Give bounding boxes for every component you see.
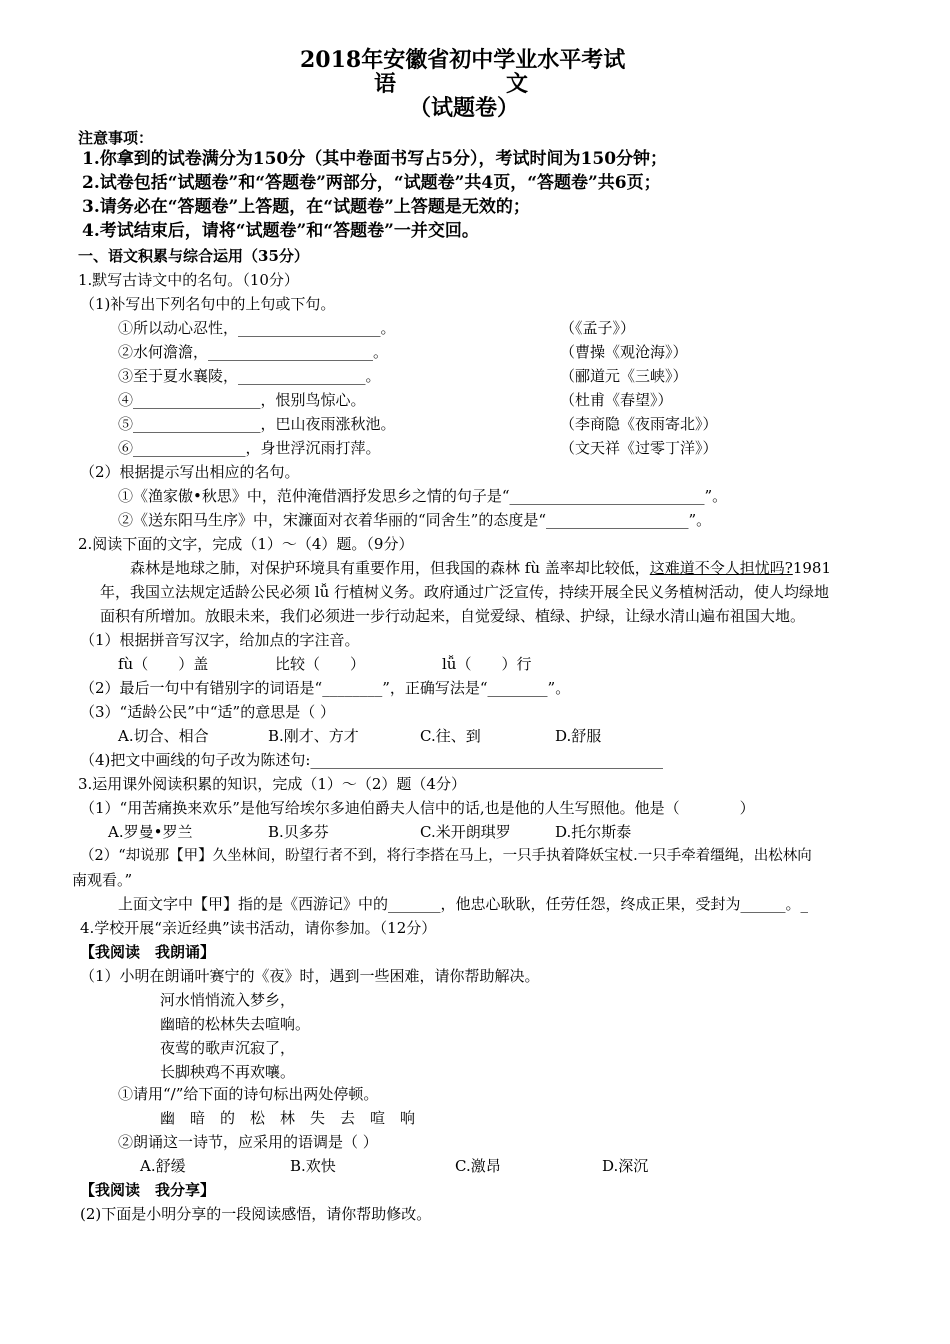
q3-stem: 3.运用课外阅读积累的知识，完成（1）～（2）题（4分） (78, 775, 466, 793)
q3-option-c: C.米开朗琪罗 (420, 823, 511, 841)
q2-passage-line-2: 年，我国立法规定适龄公民必须 lǚ 行植树义务。政府通过广泛宣传，持续开展全民义务植树活动，使人均绿地 (100, 583, 829, 601)
q2-option-b: B.刚才、方才 (268, 727, 359, 745)
q2-option-d: D.舒服 (555, 727, 602, 745)
q1-line-6: ⑥_______________，身世浮沉雨打萍。 (118, 439, 381, 457)
q2-sub1-b: 比较（ ） (275, 655, 366, 673)
q2-sub1: （1）根据拼音写汉字，给加点的字注音。 (80, 631, 360, 649)
q4-heading-read-recite: 【我阅读 我朗诵】 (80, 943, 216, 961)
q2-stem: 2.阅读下面的文字，完成（1）～（4）题。（9分） (78, 535, 414, 553)
q1-line-2: ②水何澹澹，______________________。 (118, 343, 389, 361)
q1-line-5: ⑤_________________，巴山夜雨涨秋池。 (118, 415, 396, 433)
underlined-sentence: 这难道不令人担忧吗? (649, 559, 793, 577)
q2-sub2: （2）最后一句中有错别字的词语是“________”，正确写法是“________”。 (80, 679, 571, 697)
q1-source-4: （杜甫《春望》） (560, 391, 673, 409)
notice-item-1: 1.你拿到的试卷满分为150分（其中卷面书写占5分），考试时间为150分钟； (82, 149, 668, 169)
q1-line-4: ④_________________，恨别鸟惊心。 (118, 391, 366, 409)
q1-sub1: （1)补写出下列名句中的上句或下句。 (80, 295, 336, 313)
subject-char-2: 文 (506, 71, 529, 97)
q4-sub1: （1）小明在朗诵叶赛宁的《夜》时，遇到一些困难，请你帮助解决。 (80, 967, 540, 985)
q4-sub1-part2: ②朗诵这一诗节，应采用的语调是（ ） (118, 1133, 378, 1151)
poem-line-1: 河水悄悄流入梦乡， (160, 991, 296, 1009)
poem-line-3: 夜莺的歌声沉寂了， (160, 1039, 296, 1057)
q3-option-d: D.托尔斯泰 (555, 823, 632, 841)
q1-source-6: （文天祥《过零丁洋》） (560, 439, 718, 457)
q2-sub1-c: lǚ（ ）行 (442, 655, 532, 673)
q3-option-b: B.贝多芬 (268, 823, 329, 841)
q1-source-5: （李商隐《夜雨寄北》） (560, 415, 718, 433)
q4-poem-pause-line: 幽 暗 的 松 林 失 去 喧 响 (160, 1109, 416, 1127)
q3-sub2-line-2: 南观看。” (72, 871, 133, 889)
q4-option-a: A.舒缓 (140, 1157, 186, 1175)
q1-line-3: ③至于夏水襄陵，_________________。 (118, 367, 381, 385)
q4-heading-read-share: 【我阅读 我分享】 (80, 1181, 216, 1199)
q3-sub2-line-3: 上面文字中【甲】指的是《西游记》中的_______，他忠心耿耿，任劳任怨，终成正果，受封为______。_ (118, 895, 809, 913)
q2-passage-line-1: 森林是地球之肺，对保护环境具有重要作用，但我国的森林 fù 盖率却比较低，这难道不令人担忧吗?1981 (130, 559, 831, 577)
q1-source-1: （《孟子》） (560, 319, 636, 337)
subject-char-1: 语 (374, 71, 397, 97)
q4-sub2: (2)下面是小明分享的一段阅读感悟，请你帮助修改。 (80, 1205, 432, 1223)
q3-option-a: A.罗曼•罗兰 (108, 823, 193, 841)
q1-source-2: （曹操《观沧海》） (560, 343, 688, 361)
paper-type: （试题卷） (409, 95, 520, 121)
notice-item-2: 2.试卷包括“试题卷”和“答题卷”两部分，“试题卷”共4页，“答题卷”共6页； (82, 173, 661, 193)
q2-sub1-a: fù（ ）盖 (118, 655, 209, 673)
q4-stem: 4.学校开展“亲近经典”读书活动，请你参加。（12分） (80, 919, 437, 937)
poem-line-2: 幽暗的松林失去喧响。 (160, 1015, 311, 1033)
q2-option-c: C.往、到 (420, 727, 481, 745)
q3-sub1: （1）“用苦痛换来欢乐”是他写给埃尔多迪伯爵夫人信中的话,也是他的人生写照他。他是（ ） (80, 799, 755, 817)
q4-option-b: B.欢快 (290, 1157, 336, 1175)
q2-sub4: （4)把文中画线的句子改为陈述句:_______________________________________________ (80, 751, 663, 769)
notice-heading: 注意事项： (78, 129, 154, 147)
notice-item-4: 4.考试结束后，请将“试题卷”和“答题卷”一并交回。 (82, 221, 479, 241)
q1-line-1: ①所以动心忍性，___________________。 (118, 319, 396, 337)
poem-line-4: 长脚秧鸡不再欢嚷。 (160, 1063, 296, 1081)
exam-title: 2018年安徽省初中学业水平考试 (300, 47, 626, 73)
q4-option-c: C.激昂 (455, 1157, 501, 1175)
section-heading: 一、语文积累与综合运用（35分） (78, 247, 309, 265)
q1-sub2-line-1: ①《渔家傲•秋思》中，范仲淹借酒抒发思乡之情的句子是“__________________________”。 (118, 487, 728, 505)
q1-sub2: （2）根据提示写出相应的名句。 (80, 463, 300, 481)
q2-sub3: （3）“适龄公民”中“适”的意思是（ ） (80, 703, 335, 721)
q4-option-d: D.深沉 (602, 1157, 649, 1175)
q1-sub2-line-2: ②《送东阳马生序》中，宋濂面对衣着华丽的“同舍生”的态度是“___________________”。 (118, 511, 712, 529)
q4-sub1-part1: ①请用“/”给下面的诗句标出两处停顿。 (118, 1085, 379, 1103)
notice-item-3: 3.请务必在“答题卷”上答题，在“试题卷”上答题是无效的； (82, 197, 530, 217)
q1-source-3: （郦道元《三峡》） (560, 367, 688, 385)
q1-stem: 1.默写古诗文中的名句。（10分） (78, 271, 299, 289)
q2-option-a: A.切合、相合 (118, 727, 209, 745)
q3-sub2-line-1: （2）“却说那【甲】久坐林间，盼望行者不到，将行李搭在马上，一只手执着降妖宝杖.一只手牵着缰绳，出松林向 (80, 848, 812, 864)
q2-passage-line-3: 面积有所增加。放眼未来，我们必须进一步行动起来，自觉爱绿、植绿、护绿，让绿水清山遍布祖国大地。 (100, 607, 806, 625)
